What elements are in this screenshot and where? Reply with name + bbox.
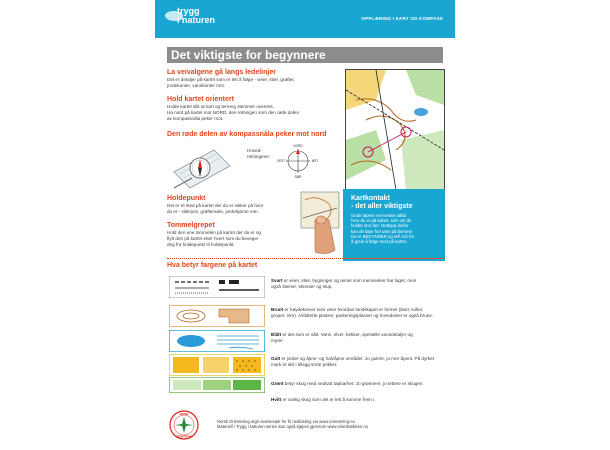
swatch-yellow bbox=[169, 354, 265, 376]
color-desc-green: Grønt betyr skog med nedsatt løpbarhet. Jo grønnere, jo tettere er skogen. bbox=[271, 381, 424, 386]
text-orientert-1: Holde kartet slik at kart og terreng stemmer overens. bbox=[167, 104, 274, 109]
footer-text bbox=[217, 419, 437, 429]
kartkontakt-box bbox=[343, 189, 445, 261]
color-desc-white: Hvitt er vanlig skog som det er lett å komme frem i. bbox=[271, 397, 376, 402]
thumb-grip-illustration bbox=[299, 190, 345, 256]
header-bar bbox=[155, 0, 455, 38]
badge-top-text: NORSK bbox=[179, 413, 189, 417]
dir-north: NORD bbox=[293, 144, 303, 148]
dir-west: VEST bbox=[277, 159, 286, 163]
text-orientert-3: av kompassnåla peker mot. bbox=[167, 116, 224, 121]
footer-line-2: Materiell i Trygg i Naturen serien kan også kjøpes gjennom www.orienbutikken.no bbox=[217, 424, 369, 430]
compass-illustration bbox=[170, 144, 234, 190]
directions-label-1: Hoved- bbox=[247, 148, 262, 153]
text-holdepunkt-2: du er - sikkryss, grøftemøte, jordehjørne mm. bbox=[167, 209, 259, 214]
footer-line-1: Norsk Orientering utgir øvelsesark for fri nedlasting via www.orientering.no bbox=[217, 419, 355, 424]
text-tommelgrepet-1: Hold den ene tommelen på kartet der du er og bbox=[167, 230, 261, 235]
text-ledelinjer-1: Det er detaljer på kartet som er lett å følge - veier, stier, grøfter, bbox=[167, 77, 295, 82]
text-tommelgrepet-2: flytt den på kartet etter hvert som du beveger bbox=[167, 236, 259, 241]
text-holdepunkt-1: Det er et sted på kartet der du er sikker på hvor bbox=[167, 203, 264, 208]
logo-line2: i naturen bbox=[177, 15, 216, 25]
infobox-line-5: Du er BEGYNNER og MÅ GÅ for bbox=[351, 233, 415, 239]
swatch-green bbox=[169, 377, 265, 393]
infobox-line-4: kan de løpe fort uten på bomme. bbox=[351, 228, 414, 234]
divider bbox=[167, 258, 443, 259]
heading-kompassnaal: Den røde delen av kompassnåla peker mot nord bbox=[167, 131, 327, 138]
dir-south: SØR bbox=[294, 175, 302, 179]
color-desc-blue: Blått er det som er vått. Vann, elver, bekker, spesielle vanndetaljer og myrer. bbox=[271, 332, 413, 343]
color-desc-brown: Brunt er høydekurver som viser hvordan landskapet er formet (åser, koller, groper, mm). Asfalterte plasser, parkeringsplasser og hovedveier er også brune. bbox=[271, 307, 434, 318]
text-orientert-2: Ha nord på kartet mot NORD, den retningen som den røde delen bbox=[167, 110, 300, 115]
orienteering-map-image bbox=[345, 69, 445, 191]
infobox-line-6: å greie å følge med på kartet. bbox=[351, 239, 408, 245]
text-ledelinjer-2: jordekanter, vannkanter mm. bbox=[167, 83, 226, 88]
dir-east: ØST bbox=[311, 159, 319, 163]
heading-tommelgrepet: Tommelgrepet bbox=[167, 222, 215, 229]
page-title: Det viktigste for begynnere bbox=[167, 47, 443, 63]
norsk-orientering-badge bbox=[169, 410, 199, 440]
logo-line1: trygg bbox=[177, 6, 200, 16]
section-label: OPPLÆRING I KART OG KOMPASS bbox=[361, 16, 443, 21]
heading-ledelinjer: La veivalgene gå langs ledelinjer bbox=[167, 69, 276, 76]
color-desc-yellow: Gult er jorder og åpne- og halvåpne områder. Jo gulere, jo mer åpent. På dyrket mark er det i tillegg sorte prikker. bbox=[271, 356, 434, 367]
swatch-black bbox=[169, 276, 265, 298]
heading-holdepunkt: Holdepunkt bbox=[167, 195, 206, 202]
infobox-line-3: holder stor fart. Nettopp derfor bbox=[351, 223, 409, 229]
exercise-sheet bbox=[155, 0, 455, 450]
text-tommelgrepet-3: deg fra holdepunkt til holdepunkt. bbox=[167, 242, 235, 247]
heading-orientert: Hold kartet orientert bbox=[167, 96, 234, 103]
infobox-title-1: Kartkontakt bbox=[351, 195, 390, 202]
infobox-line-2: hvor de er på kartet, selv om de bbox=[351, 218, 412, 224]
heading-fargene: Hva betyr fargene på kartet bbox=[167, 262, 258, 269]
badge-bottom-text: ORIENTERING bbox=[175, 435, 193, 439]
color-desc-black: Svart er veier, stier, bygninger og annet som mennesker har laget, men også steiner, skrenter og stup. bbox=[271, 278, 417, 289]
infobox-line-1: Gode løpere vet nesten alltid bbox=[351, 213, 406, 218]
cardinal-directions-diagram bbox=[277, 142, 319, 180]
directions-label-2: retningene: bbox=[247, 154, 270, 159]
swatch-brown bbox=[169, 305, 265, 327]
swatch-blue bbox=[169, 330, 265, 352]
infobox-title-2: - det aller viktigste bbox=[351, 203, 413, 210]
